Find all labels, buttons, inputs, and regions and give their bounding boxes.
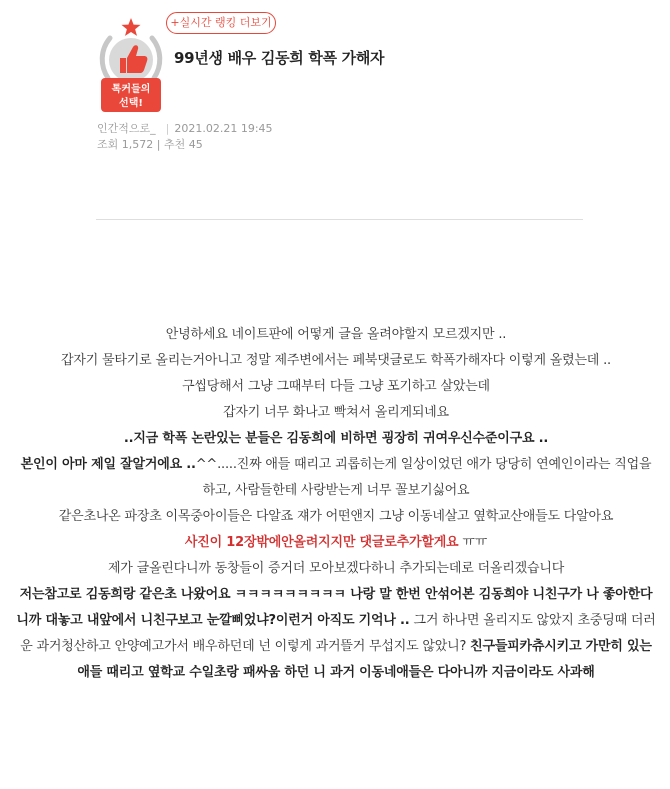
toker-choice-badge xyxy=(96,16,166,112)
badge-text-line2: 선택! xyxy=(119,98,143,109)
author-link[interactable]: 인간적으로_ xyxy=(97,122,156,135)
bold-text: ..지금 학폭 논란있는 분들은 김동희에 비하면 굉장히 귀여우신수준이구요 .. xyxy=(123,431,549,446)
post-body xyxy=(16,322,656,686)
body-paragraph xyxy=(16,452,656,504)
bold-text: 저는참고로 김동희랑 같은초 나왔어요 ㅋㅋㅋㅋㅋㅋㅋㅋㅋ 나랑 말 한번 안섞어본 김동희야 니친구가 나 좋아한다니까 대놓고 내앞에서 니친구보고 눈깔삐었냐?이런거 아직도 기억나 .. xyxy=(16,587,653,628)
recommend-label: 추천 xyxy=(163,138,186,151)
recommend-count: 45 xyxy=(188,138,203,151)
body-paragraph: 갑자기 물타기로 올리는거아니고 정말 제주변에서는 페북댓글로도 학폭가해자다 이렇게 올렸는데 .. xyxy=(61,353,611,368)
realtime-ranking-button[interactable]: +실시간 랭킹 더보기 xyxy=(166,12,276,34)
star-icon xyxy=(122,18,141,36)
meta-separator: | xyxy=(156,138,161,151)
meta-separator: | xyxy=(165,122,170,135)
body-text: ㅠㅠ xyxy=(458,535,488,550)
body-text: 그거 하나면 올리지도 않았지 초중딩때 더러운 과거청산하고 안양예고가서 배우하던데 넌 이렇게 과거뜰거 무섭지도 않았니? xyxy=(20,613,656,654)
body-paragraph xyxy=(16,582,656,686)
red-highlight-text: 사진이 12장밖에안올려지지만 댓글로추가할게요 xyxy=(184,535,459,550)
body-paragraph: 안녕하세요 네이트판에 어떻게 글을 올려야할지 모르겠지만 .. xyxy=(165,327,507,342)
laurel-left-icon xyxy=(102,38,110,78)
body-paragraph: 갑자기 너무 화나고 빡쳐서 올리게되네요 xyxy=(223,405,449,420)
header-divider xyxy=(96,219,583,220)
views-count: 1,572 xyxy=(121,138,154,151)
body-paragraph xyxy=(16,530,656,556)
post-header xyxy=(0,0,670,160)
views-label: 조회 xyxy=(97,138,119,151)
body-paragraph: 구씹당해서 그냥 그때부터 다들 그냥 포기하고 살았는데 xyxy=(182,379,490,394)
body-paragraph: 제가 글올린다니까 동창들이 증거더 모아보겠다하니 추가되는데로 더올리겠습니다 xyxy=(107,561,565,576)
badge-text-line1: 톡커들의 xyxy=(111,84,151,95)
post-meta xyxy=(97,121,273,153)
body-paragraph: 같은초나온 파장초 이목중아이들은 다알죠 쟤가 어떤앤지 그냥 이동네살고 옆학교산애들도 다알아요 xyxy=(58,509,614,524)
laurel-right-icon xyxy=(152,38,160,78)
body-text: ^^.....진짜 애들 때리고 괴롭히는게 일상이었던 애가 당당히 연예인이라는 직업을하고, 사람들한테 사랑받는게 너무 꼴보기싫어요 xyxy=(195,457,652,498)
bold-text: 본인이 아마 제일 잘알거에요 .. xyxy=(20,457,196,472)
body-paragraph xyxy=(16,426,656,452)
post-title: 99년생 배우 김동희 학폭 가해자 xyxy=(174,49,385,67)
bold-text: 친구들피카츄시키고 가만히 있는애들 때리고 옆학교 수일초랑 패싸움 하던 니 과거 이동네애들은 다아니까 지금이라도 사과해 xyxy=(77,639,652,680)
post-datetime: 2021.02.21 19:45 xyxy=(174,122,273,135)
